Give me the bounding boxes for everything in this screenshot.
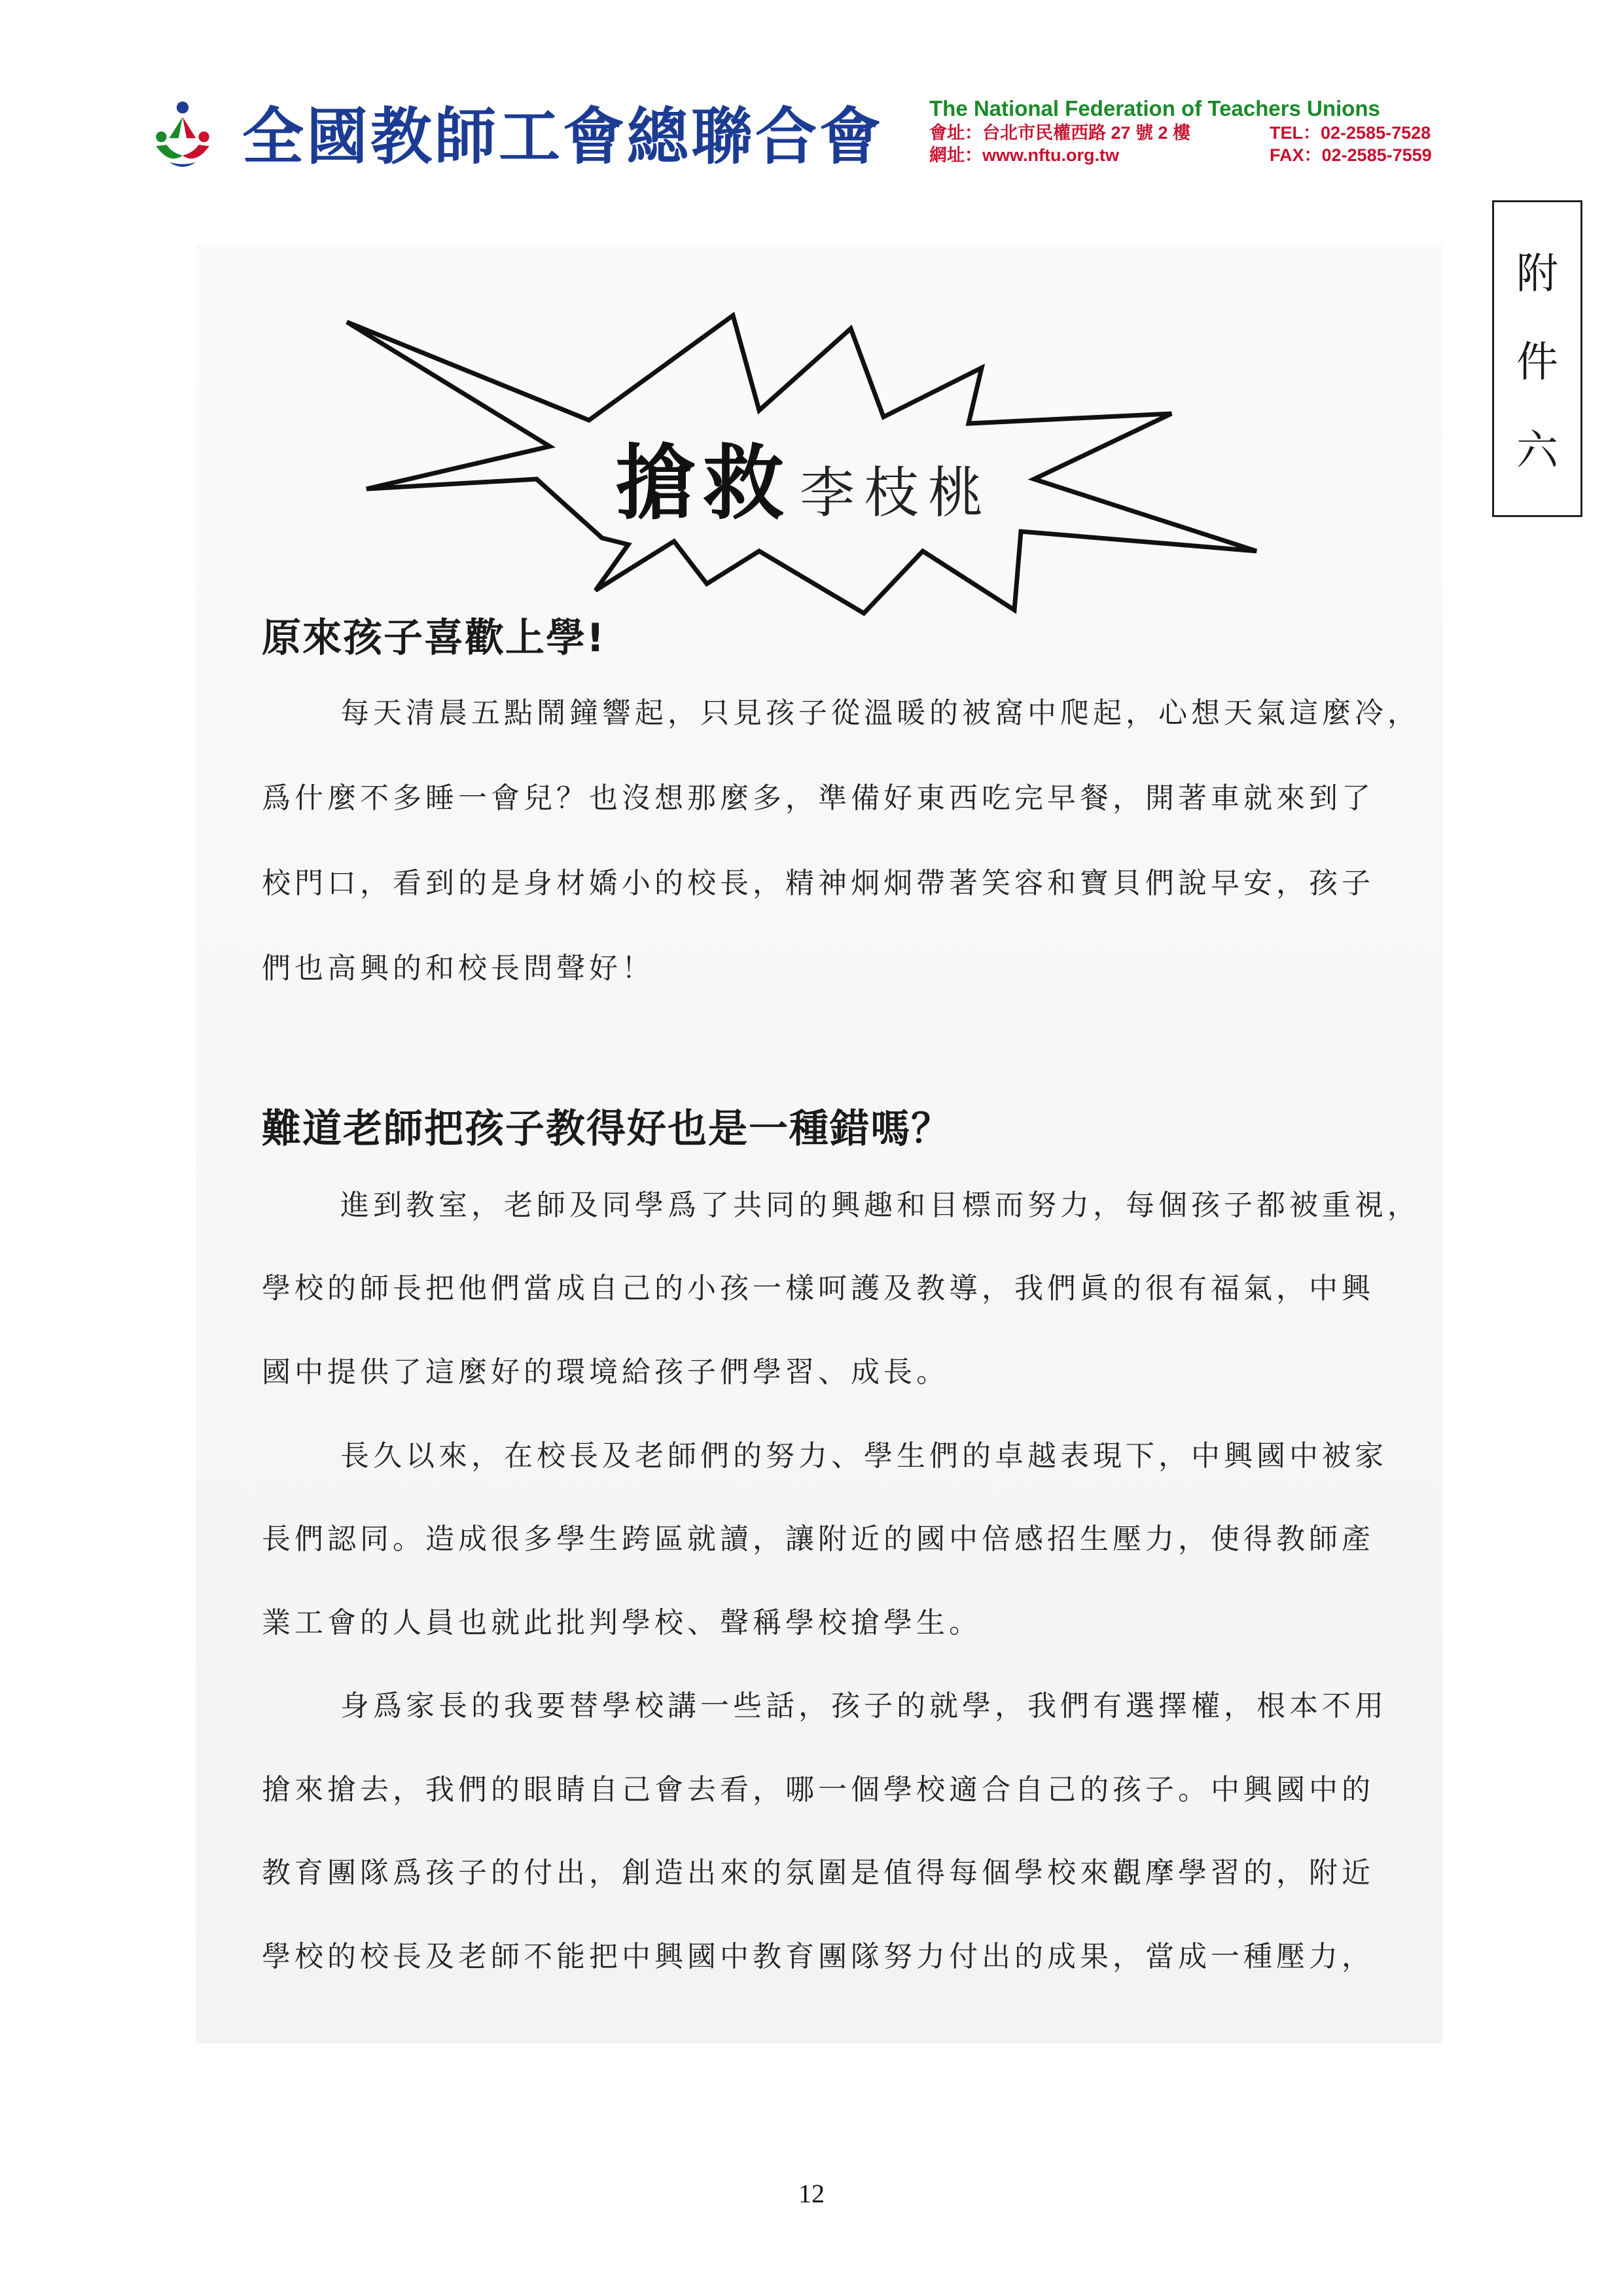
- paragraph-line: 教育團隊爲孩子的付出，創造出來的氛圍是值得每個學校來觀摩學習的，附近: [262, 1856, 1374, 1890]
- scanned-article-page: [196, 243, 1443, 2043]
- org-name-zh: 全國教師工會總聯合會: [242, 101, 884, 173]
- article-title: [615, 423, 1335, 535]
- attachment-char-1: 附: [1516, 249, 1558, 298]
- attachment-char-3: 六: [1516, 427, 1558, 476]
- paragraph-line: 搶來搶去，我們的眼睛自己會去看，哪一個學校適合自己的孩子。中興國中的: [262, 1773, 1374, 1806]
- paragraph-line: 學校的師長把他們當成自己的小孩一樣呵護及教導，我們眞的很有福氣，中興: [262, 1272, 1374, 1305]
- section-heading-2: 難道老師把孩子教得好也是一種錯嗎？: [262, 1106, 952, 1152]
- attachment-label-box: [1492, 200, 1582, 517]
- paragraph-line: 校門口，看到的是身材嬌小的校長，精神炯炯帶著笑容和寶貝們說早安，孩子: [262, 867, 1374, 900]
- paragraph-line: 身爲家長的我要替學校講一些話，孩子的就學，我們有選擇權，根本不用: [340, 1689, 1387, 1723]
- paragraph-line: 業工會的人員也就此批判學校、聲稱學校搶學生。: [262, 1606, 982, 1640]
- website-link[interactable]: 網址：www.nftu.org.tw: [929, 145, 1119, 165]
- attachment-char-2: 件: [1516, 338, 1558, 387]
- paragraph-line: 每天清晨五點鬧鐘響起，只見孩子從溫暖的被窩中爬起，心想天氣這麼冷，: [340, 696, 1420, 730]
- paragraph-line: 長久以來，在校長及老師們的努力、學生們的卓越表現下，中興國中被家: [340, 1439, 1387, 1473]
- page-number: 12: [798, 2179, 825, 2208]
- paragraph-line: 學校的校長及老師不能把中興國中教育團隊努力付出的成果，當成一種壓力，: [262, 1940, 1374, 1973]
- fax-text: FAX：02-2585-7559: [1270, 145, 1432, 165]
- article-title-name: 李枝桃: [800, 461, 993, 525]
- paragraph-line: 國中提供了這麼好的環境給孩子們學習、成長。: [262, 1355, 949, 1389]
- tel-text: TEL：02-2585-7528: [1270, 123, 1431, 143]
- paragraph-line: 爲什麼不多睡一會兒？也沒想那麼多，準備好東西吃完早餐，開著車就來到了: [262, 781, 1374, 815]
- section-heading-1: 原來孩子喜歡上學!: [262, 615, 606, 661]
- union-logo-icon: [149, 98, 216, 171]
- address-text: 會址：台北市民權西路 27 號 2 樓: [929, 123, 1191, 143]
- article-title-bold: 搶救: [615, 437, 791, 531]
- contact-block: [929, 96, 1492, 166]
- paragraph-line: 們也高興的和校長問聲好！: [262, 952, 654, 985]
- org-name-en: The National Federation of Teachers Unions: [929, 96, 1380, 120]
- paragraph-line: 長們認同。造成很多學生跨區就讀，讓附近的國中倍感招生壓力，使得教師產: [262, 1522, 1374, 1556]
- paragraph-line: 進到教室，老師及同學爲了共同的興趣和目標而努力，每個孩子都被重視，: [340, 1189, 1420, 1222]
